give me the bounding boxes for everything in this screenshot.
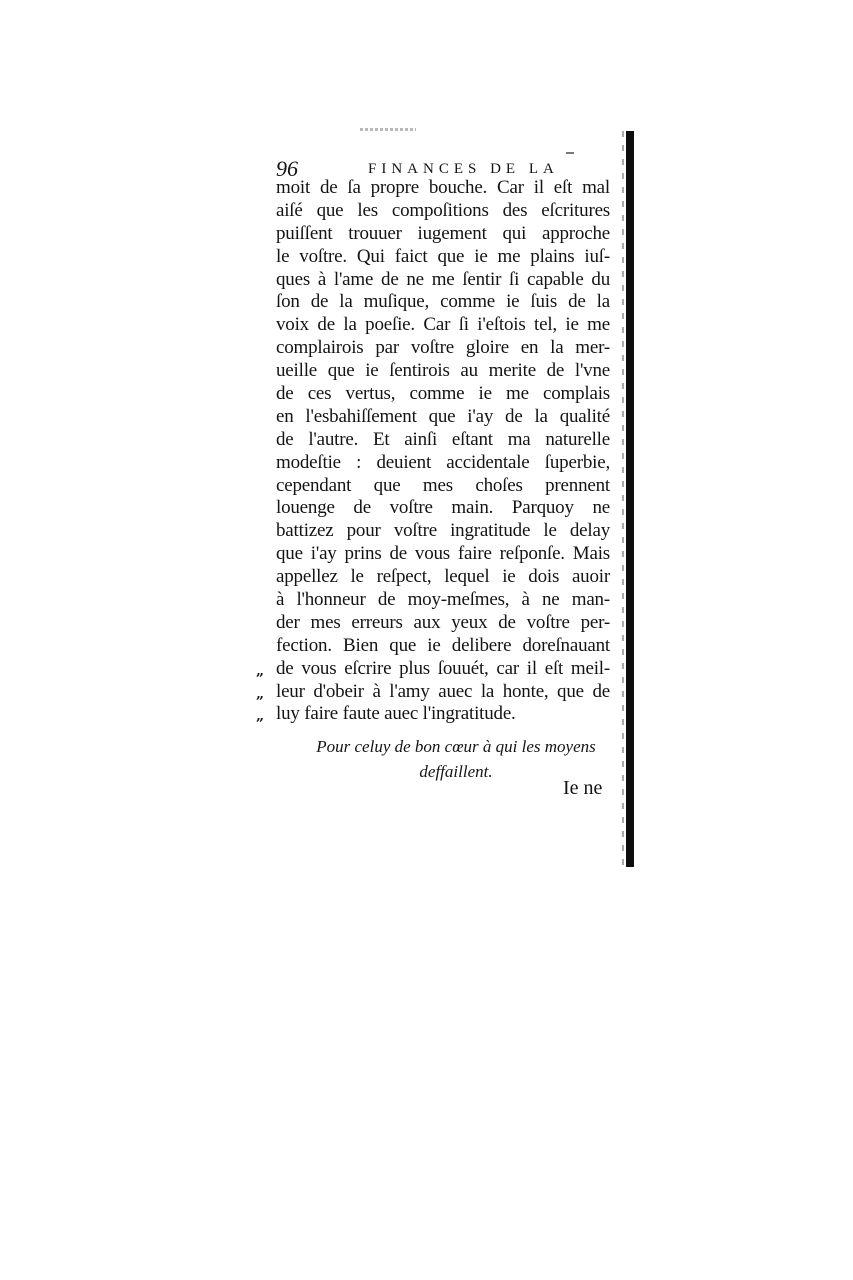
text-line: de ces vertus, comme ie me complais — [276, 383, 610, 405]
text-line: que i'ay prins de vous faire reſponſe. Mais — [276, 543, 610, 565]
text-line: le voſtre. Qui faict que ie me plains iuſ- — [276, 245, 610, 267]
text-line: der mes erreurs aux yeux de voſtre per- — [276, 611, 610, 633]
margin-quote-mark: „ — [256, 708, 265, 725]
section-heading-line: deffaillent. — [419, 762, 493, 781]
text-line: battizez pour voſtre ingratitude le delay — [276, 520, 610, 542]
text-line: cependant que mes choſes prennent — [276, 474, 610, 496]
text-line: puiſſent trouuer iugement qui approche — [276, 222, 610, 244]
page-number: 96 — [276, 156, 298, 181]
binding-edge-shadow — [626, 131, 634, 867]
text-line: appellez le reſpect, lequel ie dois auoir — [276, 566, 610, 588]
text-line: de vous eſcrire plus ſouuét, car il eſt meil- — [276, 657, 610, 679]
text-line: voix de la poeſie. Car ſi i'eſtois tel, ie me — [276, 314, 610, 336]
quoted-line — [256, 703, 610, 726]
margin-quote-mark: „ — [256, 662, 265, 679]
catchword: Ie ne — [563, 777, 603, 799]
body-text — [256, 177, 610, 726]
section-heading-line: Pour celuy de bon cœur à qui les moyens — [316, 737, 596, 756]
running-head-title: FINANCES DE LA — [368, 161, 559, 177]
text-line: ſon de la muſique, comme ie ſuis de la — [276, 291, 610, 313]
text-line: modeſtie : deuient accidentale ſuperbie, — [276, 451, 610, 473]
text-line: fection. Bien que ie delibere doreſnauant — [276, 634, 610, 656]
text-line: leur d'obeir à l'amy auec la honte, que de — [276, 680, 610, 702]
quoted-line — [256, 680, 610, 704]
quoted-line — [256, 657, 610, 681]
text-line: aiſé que les compoſitions des eſcritures — [276, 199, 610, 221]
margin-quote-mark: „ — [256, 685, 265, 702]
ink-smudge — [360, 128, 416, 131]
text-line: complairois par voſtre gloire en la mer- — [276, 337, 610, 359]
text-line: ques à l'ame de ne me ſentir ſi capable du — [276, 268, 610, 290]
text-line: en l'esbahiſſement que i'ay de la qualité — [276, 405, 610, 427]
text-line: moit de ſa propre bouche. Car il eſt mal — [276, 177, 610, 198]
text-line: luy faire faute auec l'ingratitude. — [276, 703, 516, 725]
print-mark — [566, 152, 574, 154]
text-line: ueille que ie ſentirois au merite de l'vne — [276, 360, 610, 382]
text-line: à l'honneur de moy-meſmes, à ne man- — [276, 589, 610, 611]
text-line: de l'autre. Et ainſi eſtant ma naturelle — [276, 428, 610, 450]
text-line: louenge de voſtre main. Parquoy ne — [276, 497, 610, 519]
